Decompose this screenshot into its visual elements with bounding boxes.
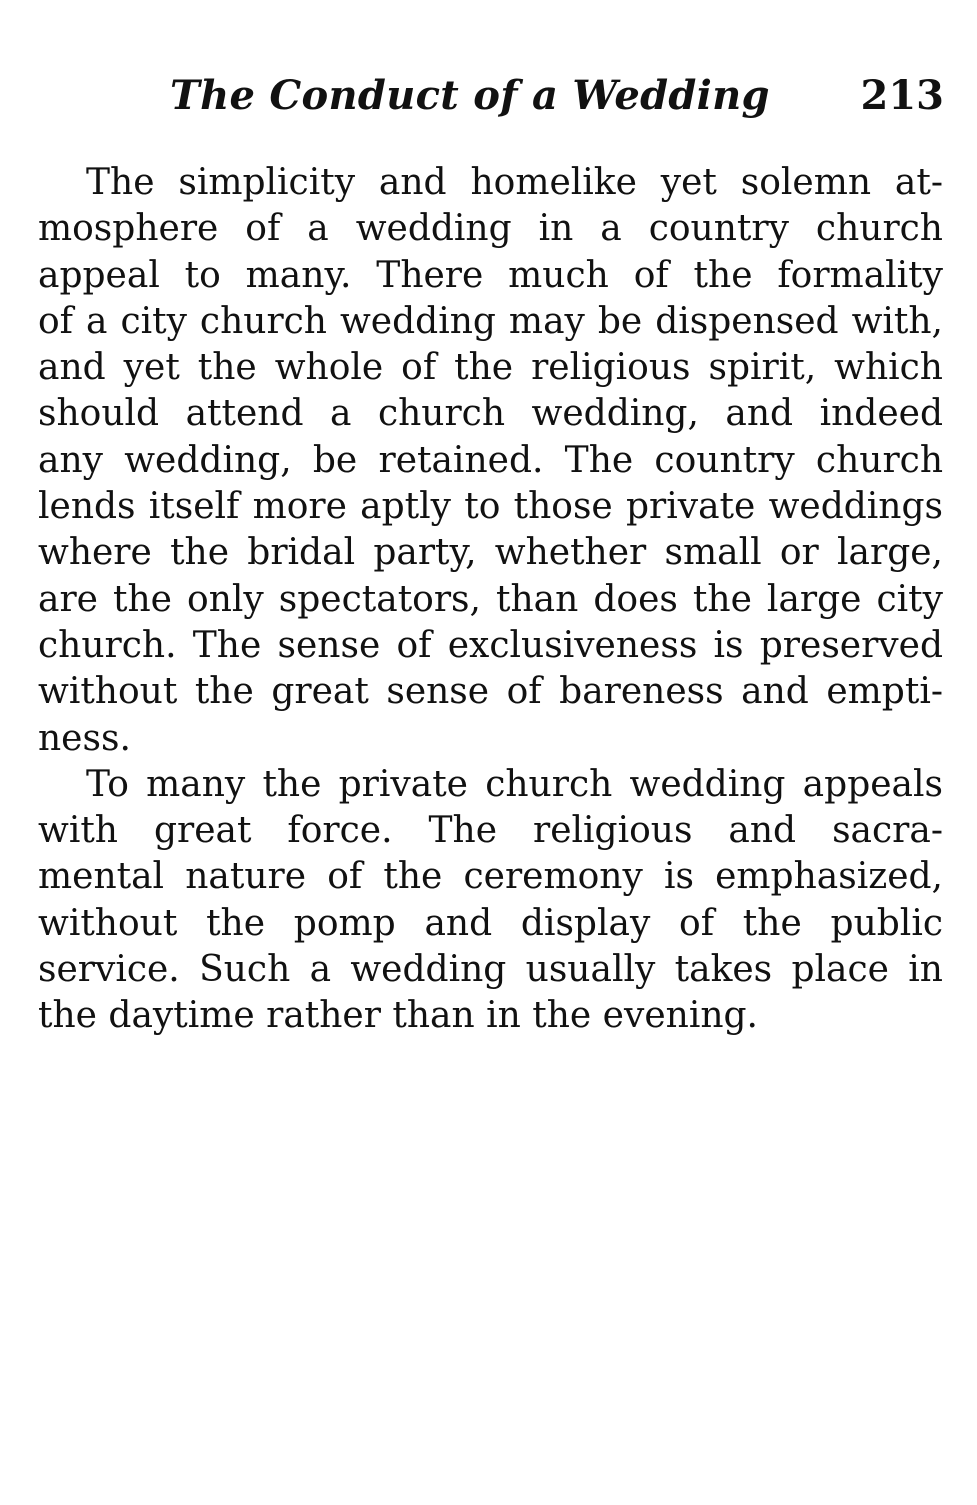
text-line: and yet the whole of the religious spirit, which bbox=[38, 347, 943, 389]
text-line: mental nature of the ceremony is emphasized, bbox=[38, 856, 943, 898]
page-number: 213 bbox=[860, 72, 944, 119]
text-line: should attend a church wedding, and indeed bbox=[38, 393, 943, 435]
paragraph-1 bbox=[38, 160, 943, 762]
text-line: the daytime rather than in the evening. bbox=[38, 995, 758, 1037]
text-line: without the great sense of bareness and empti- bbox=[38, 671, 943, 713]
text-line: mosphere of a wedding in a country church bbox=[38, 208, 943, 250]
text-line: where the bridal party, whether small or large, bbox=[38, 532, 943, 574]
running-title: The Conduct of a Wedding bbox=[170, 72, 770, 119]
text-line: The simplicity and homelike yet solemn at- bbox=[86, 162, 943, 203]
text-line: service. Such a wedding usually takes place in bbox=[38, 949, 943, 991]
paragraph-2 bbox=[38, 762, 943, 1040]
text-line: with great force. The religious and sacra- bbox=[38, 810, 943, 852]
text-line: are the only spectators, than does the large city bbox=[38, 578, 943, 620]
text-line: appeal to many. There much of the formality bbox=[38, 254, 943, 296]
text-line: lends itself more aptly to those private weddings bbox=[38, 486, 943, 528]
text-line: church. The sense of exclusiveness is preserved bbox=[38, 624, 943, 666]
text-line: without the pomp and display of the public bbox=[38, 902, 943, 944]
text-line: of a city church wedding may be dispensed with, bbox=[38, 300, 943, 342]
text-line: ness. bbox=[38, 717, 131, 759]
text-line: any wedding, be retained. The country church bbox=[38, 439, 943, 481]
running-head bbox=[36, 72, 944, 128]
text-line: To many the private church wedding appeals bbox=[86, 763, 943, 805]
body-text bbox=[38, 160, 943, 1040]
